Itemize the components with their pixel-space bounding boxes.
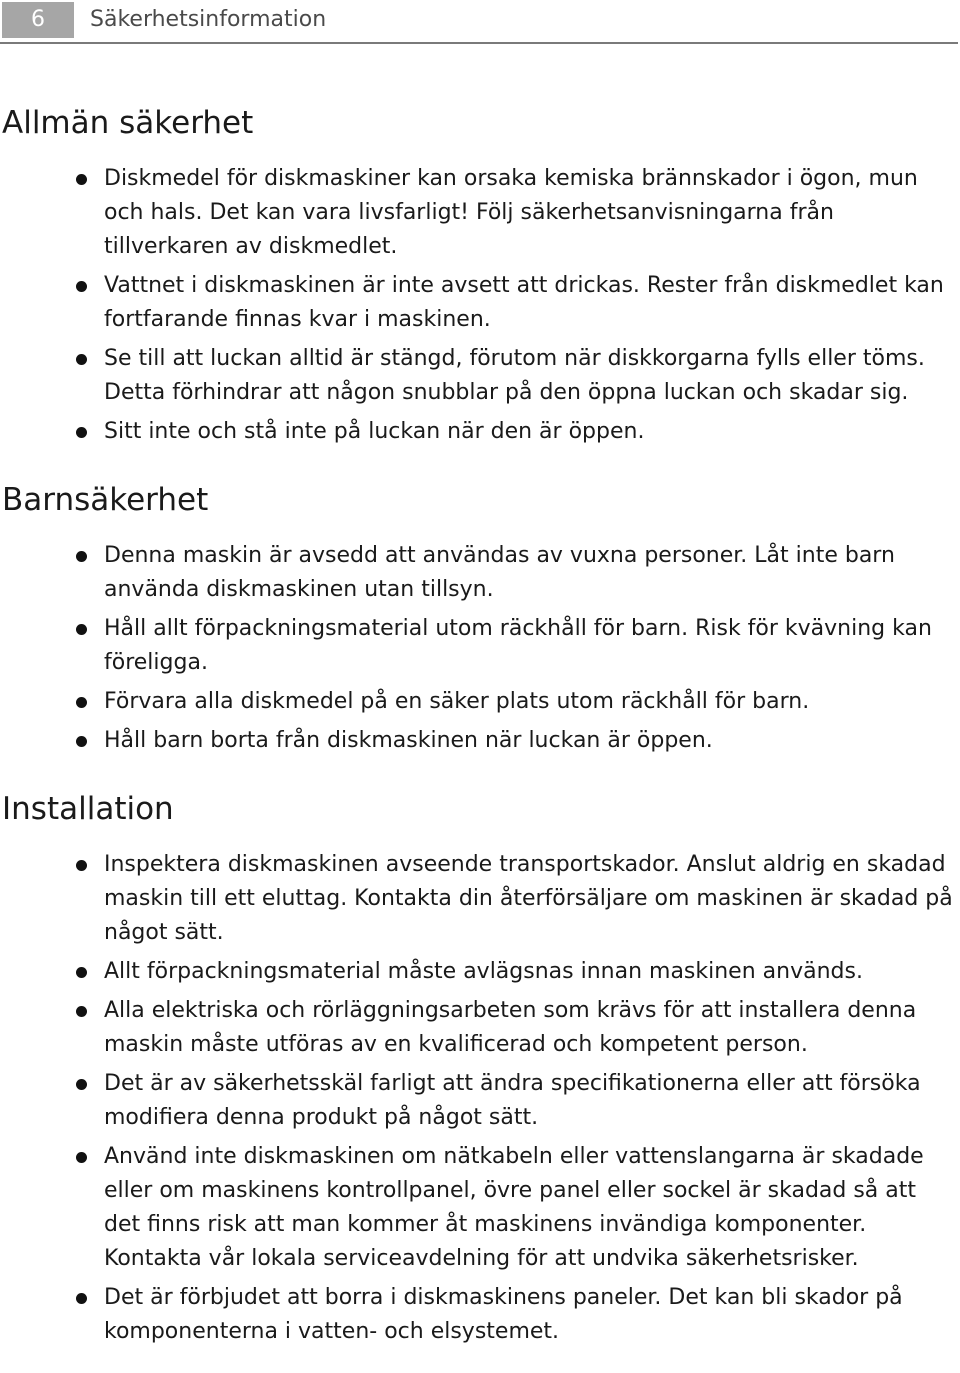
section-installation — [0, 786, 960, 1349]
list-item-text: Håll barn borta från diskmaskinen när luckan är öppen. — [104, 728, 713, 753]
list-item — [0, 269, 960, 337]
list-item — [0, 342, 960, 410]
bullet-icon — [76, 1152, 87, 1163]
list-item — [0, 1281, 960, 1349]
list-item-text: Använd inte diskmaskinen om nätkabeln eller vattenslangarna är skadade eller om maskinens kontrollpanel, övre panel eller sockel är skadad så att det finns risk att man kommer åt maskinens invändiga komponenter. Kontakta vår lokala serviceavdelning för att undvika säkerhetsrisker. — [104, 1144, 924, 1271]
bullet-icon — [76, 860, 87, 871]
list-item — [0, 724, 960, 758]
list-item — [0, 994, 960, 1062]
bullet-icon — [76, 1006, 87, 1017]
list-item-text: Se till att luckan alltid är stängd, förutom när diskkorgarna fylls eller töms. Detta förhindrar att någon snubblar på den öppna luckan och skadar sig. — [104, 346, 925, 405]
bullet-icon — [76, 174, 87, 185]
section-heading: Installation — [2, 791, 174, 827]
list-item — [0, 612, 960, 680]
list-item — [0, 415, 960, 449]
list-item — [0, 162, 960, 264]
bullet-list — [0, 162, 960, 449]
list-item-text: Det är av säkerhetsskäl farligt att ändra specifikationerna eller att försöka modifiera denna produkt på något sätt. — [104, 1071, 921, 1130]
bullet-icon — [76, 551, 87, 562]
list-item-text: Förvara alla diskmedel på en säker plats utom räckhåll för barn. — [104, 689, 810, 714]
list-item-text: Diskmedel för diskmaskiner kan orsaka kemiska brännskador i ögon, mun och hals. Det kan vara livsfarligt! Följ säkerhetsanvisningarna från tillverkaren av diskmedlet. — [104, 166, 918, 259]
section-general-safety — [0, 100, 960, 449]
section-heading: Allmän säkerhet — [2, 105, 254, 141]
bullet-icon — [76, 281, 87, 292]
list-item-text: Sitt inte och stå inte på luckan när den är öppen. — [104, 419, 645, 444]
list-item-text: Alla elektriska och rörläggningsarbeten som krävs för att installera denna maskin måste utföras av en kvalificerad och kompetent person. — [104, 998, 917, 1057]
bullet-icon — [76, 354, 87, 365]
section-child-safety — [0, 477, 960, 758]
bullet-icon — [76, 736, 87, 747]
list-item-text: Det är förbjudet att borra i diskmaskinens paneler. Det kan bli skador på komponenterna i vatten- och elsystemet. — [104, 1285, 903, 1344]
list-item — [0, 685, 960, 719]
bullet-icon — [76, 697, 87, 708]
list-item — [0, 1067, 960, 1135]
list-item — [0, 955, 960, 989]
bullet-icon — [76, 1079, 87, 1090]
list-item-text: Denna maskin är avsedd att användas av vuxna personer. Låt inte barn använda diskmaskinen utan tillsyn. — [104, 543, 895, 602]
document-body — [0, 100, 960, 1354]
header-title: Säkerhetsinformation — [90, 7, 327, 32]
bullet-icon — [76, 624, 87, 635]
section-heading: Barnsäkerhet — [2, 482, 209, 518]
bullet-list — [0, 539, 960, 758]
page-header — [0, 0, 958, 44]
bullet-icon — [76, 427, 87, 438]
bullet-list — [0, 848, 960, 1349]
list-item — [0, 1140, 960, 1276]
bullet-icon — [76, 967, 87, 978]
list-item-text: Allt förpackningsmaterial måste avlägsnas innan maskinen används. — [104, 959, 863, 984]
page-number: 6 — [2, 2, 74, 38]
list-item-text: Håll allt förpackningsmaterial utom räckhåll för barn. Risk för kvävning kan föreligga. — [104, 616, 932, 675]
bullet-icon — [76, 1293, 87, 1304]
list-item-text: Vattnet i diskmaskinen är inte avsett att drickas. Rester från diskmedlet kan fortfarande finnas kvar i maskinen. — [104, 273, 944, 332]
list-item — [0, 848, 960, 950]
list-item-text: Inspektera diskmaskinen avseende transportskador. Anslut aldrig en skadad maskin till ett eluttag. Kontakta din återförsäljare om maskinen är skadad på något sätt. — [104, 852, 953, 945]
list-item — [0, 539, 960, 607]
